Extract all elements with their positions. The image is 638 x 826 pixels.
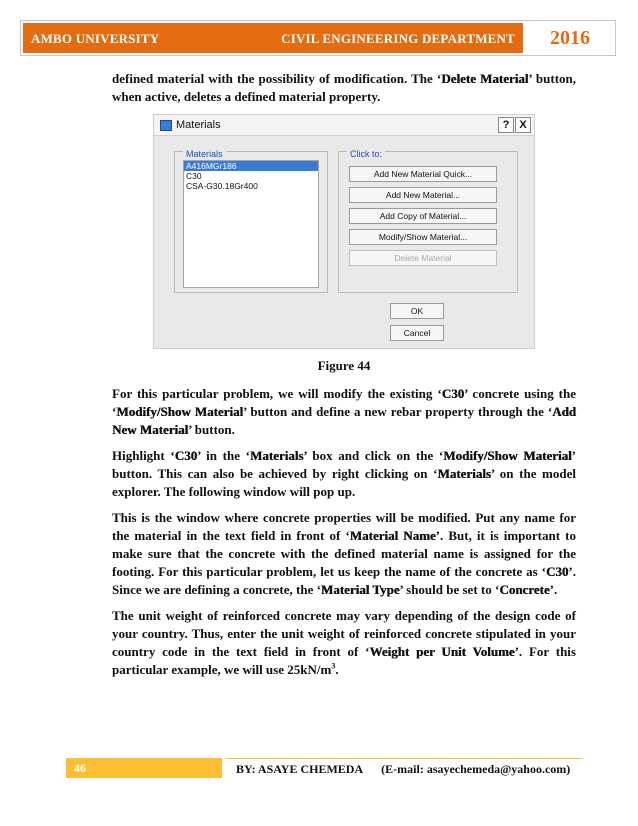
paragraph-3 [112,509,576,599]
paragraph-0 [112,70,576,106]
list-item[interactable]: C30 [186,171,202,181]
footer-email: (E-mail: asayechemeda@yahoo.com) [381,762,571,776]
key-term: C30 [174,448,198,463]
materials-listbox[interactable] [183,160,319,288]
paragraph-1 [112,385,576,439]
text-run: ’ button. [188,422,235,437]
superscript: 3 [331,661,336,671]
page-footer [66,758,582,778]
paragraph-4 [112,607,576,679]
text-run: ’. For this particular example, we will use 25kN/m [112,644,576,677]
materials-group [174,151,328,293]
key-term: Material Name [349,528,436,543]
text-run: defined material with the possibility of modification. The ‘ [112,71,442,86]
figure-caption: Figure 44 [317,358,371,373]
click-to-group [338,151,518,293]
paragraph-2 [112,447,576,501]
text-run: Highlight ‘ [112,448,175,463]
key-term: Material Type [320,582,400,597]
key-term: Add New Material [112,404,577,437]
text-run: ’. [549,582,558,597]
text-run: For this particular problem, we will modify the existing ‘ [112,386,442,401]
cancel-button[interactable]: Cancel [390,325,444,341]
text-run: ’. Since we are defining a concrete, the ‘ [112,564,576,597]
add-new-material-quick-button[interactable]: Add New Material Quick... [349,166,497,182]
dialog-title: Materials [176,119,221,131]
key-term: Weight per Unit Volume [369,644,515,659]
dialog-title-bar [154,115,534,136]
click-to-label: Click to: [347,145,385,163]
key-term: Materials [249,448,304,463]
text-run: The unit weight of reinforced concrete may vary depending of the design code of your country. Thus, enter the unit weight of reinforced concrete stipulated in your country code in the text field in front of ‘ [112,608,576,659]
text-run: ’ button, when active, deletes a defined material property. [112,71,576,104]
list-item[interactable]: CSA-G30.18Gr400 [186,181,258,191]
text-run: ’. But, it is important to make sure that the concrete with the defined material name is assigned for the footing. For this particular problem, let us keep the name of the concrete as ‘ [112,528,576,579]
close-icon[interactable]: X [515,117,531,133]
page-number: 46 [66,758,222,778]
key-term: C30 [546,564,569,579]
ok-button[interactable]: OK [390,303,444,319]
materials-dialog-figure [153,114,535,349]
key-term: Modify/Show Material [116,404,244,419]
footer-author-line [226,758,582,778]
header-university: AMBO UNIVERSITY [31,31,160,46]
help-icon[interactable]: ? [498,117,514,133]
key-term: Materials [437,466,491,481]
text-run: ’ box and click on the ‘ [303,448,444,463]
key-term: C30 [441,386,465,401]
footer-author: BY: ASAYE CHEMEDA [236,762,364,776]
list-item[interactable]: A416MGr186 [184,161,318,171]
add-new-material-button[interactable]: Add New Material... [349,187,497,203]
text-run: This is the window where concrete properties will be modified. Put any name for the material in the text field in front of ‘ [112,510,576,543]
modify-show-material-button[interactable]: Modify/Show Material... [349,229,497,245]
key-term: Delete Material [441,71,529,86]
app-icon [160,120,172,131]
text-run: ’ concrete using the ‘ [112,386,577,419]
text-run: ’ in the ‘ [197,448,250,463]
page-content [112,70,576,687]
header-band [23,23,523,53]
materials-group-label: Materials [183,145,226,163]
header-department: CIVIL ENGINEERING DEPARTMENT [281,31,515,46]
text-run: ’ on the model explorer. The following window will pop up. [112,466,576,499]
text-run: ’ button. This can also be achieved by right clicking on ‘ [112,448,576,481]
page-header [20,20,616,56]
delete-material-button[interactable]: Delete Material [349,250,497,266]
add-copy-material-button[interactable]: Add Copy of Material... [349,208,497,224]
text-run: ’ button and define a new rebar property through the ‘ [243,404,553,419]
text-run: ’ should be set to ‘ [399,582,500,597]
header-year: 2016 [550,27,590,49]
key-term: Concrete [499,582,550,597]
text-run: . [335,662,339,677]
key-term: Modify/Show Material [443,448,572,463]
